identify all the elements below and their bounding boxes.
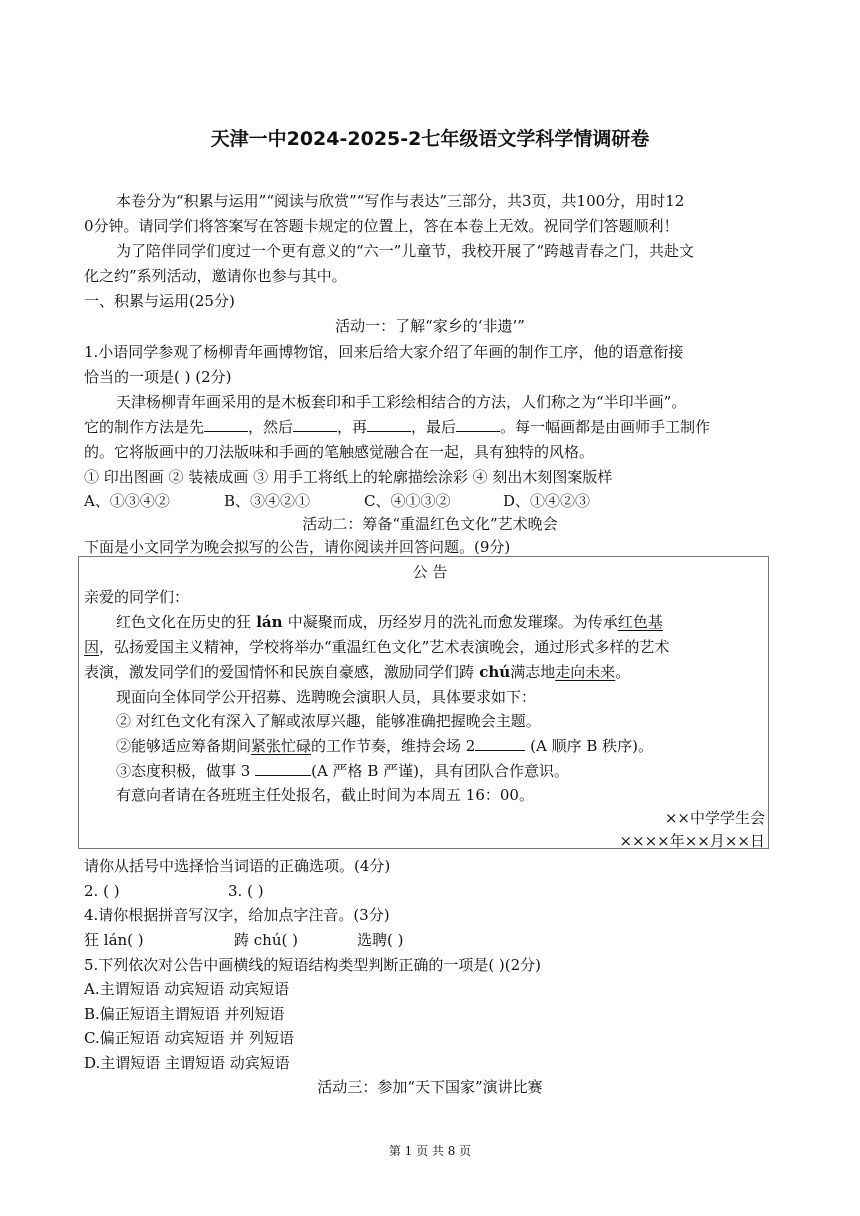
q1-text: 。每一幅画都是由画师手工制作 <box>500 418 711 436</box>
q1-text: ，再 <box>337 418 368 436</box>
answer-blank-2 <box>475 736 525 751</box>
q1-passage-line-2 <box>84 417 710 437</box>
notice-greeting: 亲爱的同学们： <box>84 588 190 606</box>
activity-2-heading: 活动二：筹备“重温红色文化”艺术晚会 <box>302 515 558 533</box>
q1-passage-line-1: 天津杨柳青年画采用的是木板套印和手工彩绘相结合的方法，人们称之为“半印半画”。 <box>116 393 687 411</box>
q4-item-c: 选聘( ) <box>357 931 404 949</box>
intro-line-2: 0分钟。请同学们将答案写在答题卡规定的位置上，答在本卷上无效。祝同学们答题顺利！ <box>84 217 679 235</box>
underlined-phrase-2: 紧张忙碌 <box>251 737 312 755</box>
q5-stem: 5.下列依次对公告中画横线的短语结构类型判断正确的一项是( )(2分) <box>84 956 542 974</box>
answer-blank <box>456 417 500 432</box>
answer-blank-3 <box>255 761 311 776</box>
notice-text: (A 严格 B 严谨)，具有团队合作意识。 <box>311 762 569 780</box>
notice-date: ××××年××月××日 <box>619 832 765 850</box>
underlined-phrase-1-end: 因 <box>84 638 100 656</box>
notice-text: 中凝聚而成，历经岁月的洗礼而愈发璀璨。为传承 <box>287 613 618 631</box>
q5-option-a: A.主谓短语 动宾短语 动宾短语 <box>84 980 290 998</box>
q1-items: ① 印出图画 ② 装裱成画 ③ 用手工将纸上的轮廓描绘涂彩 ④ 刻出木刻图案版样 <box>84 468 613 486</box>
q-choose-instruction: 请你从括号中选择恰当词语的正确选项。(4分) <box>84 857 391 875</box>
q3-answer: 3. ( ) <box>228 882 264 900</box>
page-footer: 第 1 页 共 8 页 <box>388 1144 472 1158</box>
requirement-2 <box>116 736 653 756</box>
pinyin-chu: chú <box>474 663 511 681</box>
q4-item-a: 狂 lán( ) <box>84 931 144 949</box>
q5-option-b: B.偏正短语主谓短语 并列短语 <box>84 1005 285 1023</box>
notice-text: ，弘扬爱国主义精神，学校将举办“重温红色文化”艺术表演晚会，通过形式多样的艺术 <box>99 638 670 656</box>
requirement-3 <box>116 761 569 781</box>
notice-line-2 <box>84 637 669 657</box>
answer-blank <box>204 417 248 432</box>
answer-blank <box>367 417 411 432</box>
intro-line-1: 本卷分为“积累与运用”“阅读与欣赏”“写作与表达”三部分，共3页，共100分，用时12 <box>116 192 685 210</box>
notice-line-3 <box>84 662 630 682</box>
notice-signature: ××中学学生会 <box>664 809 765 827</box>
notice-text: (A 顺序 B 秩序)。 <box>525 737 653 755</box>
notice-intro: 下面是小文同学为晚会拟写的公告，请你阅读并回答问题。(9分) <box>84 538 511 556</box>
q5-option-d: D.主谓短语 主谓短语 动宾短语 <box>84 1054 290 1072</box>
notice-line-1 <box>116 612 663 632</box>
activity-1-heading: 活动一：了解“家乡的‘非遗’” <box>335 317 525 335</box>
notice-text: ②能够适应筹备期间 <box>116 737 252 755</box>
answer-blank <box>293 417 337 432</box>
q4-stem: 4.请你根据拼音写汉字，给加点字注音。(3分) <box>84 906 390 924</box>
section-heading: 一、积累与运用(25分) <box>84 292 235 310</box>
intro-line-3: 为了陪伴同学们度过一个更有意义的“六一”儿童节，我校开展了“跨越青春之门，共赴文 <box>116 242 695 260</box>
q1-stem-line-2: 恰当的一项是( ) (2分) <box>84 368 232 386</box>
notice-text: 表演，激发同学们的爱国情怀和民族自豪感，激励同学们踌 <box>84 663 475 681</box>
q1-option-a: A、①③④② <box>84 492 170 510</box>
notice-text: 红色文化在历史的狂 <box>116 613 252 631</box>
q1-option-d: D、①④②③ <box>503 492 591 510</box>
underlined-phrase-3: 走向未来 <box>555 663 616 681</box>
q4-item-b: 踌 chú( ) <box>234 931 298 949</box>
q2-answer: 2. ( ) <box>84 882 120 900</box>
page-title: 天津一中2024-2025-2七年级语文学科学情调研卷 <box>210 128 650 150</box>
q1-option-b: B、③④②① <box>224 492 311 510</box>
notice-text: 。 <box>615 663 631 681</box>
q1-text: ，然后 <box>248 418 294 436</box>
requirement-1: ② 对红色文化有深入了解或浓厚兴趣，能够准确把握晚会主题。 <box>116 712 541 730</box>
activity-3-heading: 活动三：参加“天下国家”演讲比赛 <box>317 1078 543 1096</box>
notice-heading: 公 告 <box>412 563 448 581</box>
underlined-phrase-1: 红色基 <box>617 613 663 631</box>
notice-deadline: 有意向者请在各班班主任处报名，截止时间为本周五 16：00。 <box>116 786 534 804</box>
notice-text: 满志地 <box>510 663 556 681</box>
notice-text: 的工作节奏，维持会场 2 <box>311 737 476 755</box>
q1-text: ，最后 <box>411 418 457 436</box>
q1-passage-line-3: 的。它将版画中的刀法版味和手画的笔触感觉融合在一起，具有独特的风格。 <box>84 443 595 461</box>
q1-text: 它的制作方法是先 <box>84 418 205 436</box>
q1-option-c: C、④①③② <box>364 492 451 510</box>
notice-line-4: 现面向全体同学公开招募、选聘晚会演职人员，具体要求如下： <box>116 688 537 706</box>
q1-stem-line-1: 1.小语同学参观了杨柳青年画博物馆，回来后给大家介绍了年画的制作工序，他的语意衔接 <box>84 343 684 361</box>
notice-text: ③态度积极，做事 3 <box>116 762 256 780</box>
q5-option-c: C.偏正短语 动宾短语 并 列短语 <box>84 1029 295 1047</box>
intro-line-4: 化之约”系列活动，邀请你也参与其中。 <box>84 267 347 285</box>
pinyin-lan: lán <box>251 613 288 631</box>
